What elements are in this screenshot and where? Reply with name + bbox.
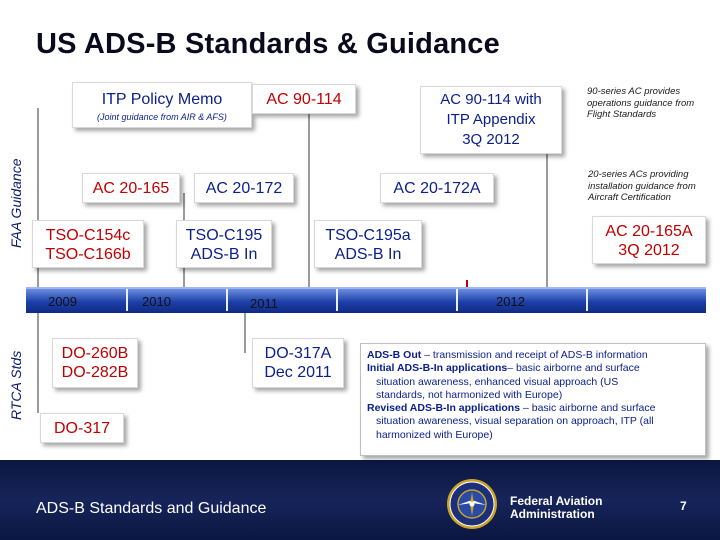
legend-initial-text3: standards, not harmonized with Europe) [376,388,563,401]
ac-20-172-label: AC 20-172 [205,180,283,197]
legend-initial-label: Initial ADS-B-In applications [367,362,508,375]
tso-c154c-line1: TSO-C154c [45,227,131,244]
year-2012: 2012 [496,294,525,309]
legend-box [360,343,706,456]
note-20-series-line2: installation guidance from [588,180,696,192]
ac-90-114-itp-line2: ITP Appendix [446,111,536,128]
year-2011: 2011 [250,296,278,311]
legend-revised-text2: situation awareness, visual separation on approach, ITP (all [376,415,654,428]
ac-20-165-label: AC 20-165 [92,180,170,197]
tso-c195-box [176,220,272,268]
ac-20-165a-box [592,216,706,264]
do-317a-line2: Dec 2011 [264,364,332,381]
tso-c154c-box [32,220,144,268]
rtca-stds-label: RTCA Stds [8,350,24,420]
agency-line2: Administration [510,507,595,521]
note-90-series-line1: 90-series AC provides [587,86,681,97]
do-317-box [40,413,124,443]
tso-c195-line2: ADS-B In [190,246,258,263]
ac-20-172a-label: AC 20-172A [393,180,481,197]
tso-c195a-line2: ADS-B In [334,246,402,263]
tso-c195a-box [314,220,422,268]
timeline-tick [456,289,458,311]
itp-policy-memo-subtitle: (Joint guidance from AIR & AFS) [97,112,227,122]
ac-90-114-itp-line3: 3Q 2012 [462,131,520,148]
note-20-series [588,169,696,204]
do-260b-box [52,338,138,388]
timeline-tick [226,289,228,311]
stem-ac-20-172a [308,108,310,288]
legend-initial-text2: situation awareness, enhanced visual approach (US [376,375,619,388]
ac-90-114-box [252,84,356,114]
footer-title: ADS-B Standards and Guidance [36,500,267,517]
faa-seal-icon [446,478,498,530]
timeline-tick [126,289,128,311]
timeline-tick [336,289,338,311]
note-20-series-line1: 20-series ACs providing [588,169,689,180]
timeline-bar [26,287,706,313]
timeline-tick [586,289,588,311]
ac-20-165-box [82,173,180,203]
do-317a-line1: DO-317A [264,345,332,362]
legend-initial-text1: – basic airborne and surface [507,362,640,375]
legend-out-label: ADS-B Out [367,349,422,361]
tso-c195a-line1: TSO-C195a [325,227,411,244]
do-317-label: DO-317 [53,420,111,437]
faa-guidance-label: FAA Guidance [8,158,24,248]
do-260b-line1: DO-260B [61,345,129,362]
legend-revised [367,402,699,415]
page-title: US ADS-B Standards & Guidance [36,28,500,60]
note-90-series [587,86,694,121]
legend-initial [367,362,699,375]
year-2010: 2010 [142,294,171,309]
page-number: 7 [680,499,687,513]
ac-90-114-itp-line1: AC 90-114 with [440,91,542,108]
ac-20-165a-line1: AC 20-165A [605,223,693,240]
note-90-series-line2: operations guidance from [587,97,695,109]
itp-policy-memo-box [72,82,252,128]
note-20-series-line3: Aircraft Certification [588,192,671,203]
note-90-series-line3: Flight Standards [587,109,657,120]
stem-rtca-2 [244,313,246,353]
tso-c195-line1: TSO-C195 [185,227,263,244]
legend-revised-text1: – basic airborne and surface [520,402,656,415]
stem-rtca-1 [37,313,39,413]
legend-out-text: – transmission and receipt of ADS-B information [421,349,648,361]
ac-20-172a-box [380,173,494,203]
legend-ads-b-out [367,349,699,362]
legend-revised-text3: harmonized with Europe) [376,428,493,441]
do-260b-line2: DO-282B [61,364,129,381]
do-317a-box [252,338,344,388]
tso-c154c-line2: TSO-C166b [45,246,131,263]
year-2009: 2009 [48,294,77,309]
ac-90-114-itp-box [420,86,562,154]
ac-20-165a-line2: 3Q 2012 [618,242,680,259]
ac-90-114-label: AC 90-114 [266,91,342,108]
legend-revised-label: Revised ADS-B-In applications [367,402,521,415]
ac-20-172-box [194,173,294,203]
agency-line1: Federal Aviation [510,494,603,508]
itp-policy-memo-title: ITP Policy Memo [101,91,223,108]
agency-name [510,495,602,521]
